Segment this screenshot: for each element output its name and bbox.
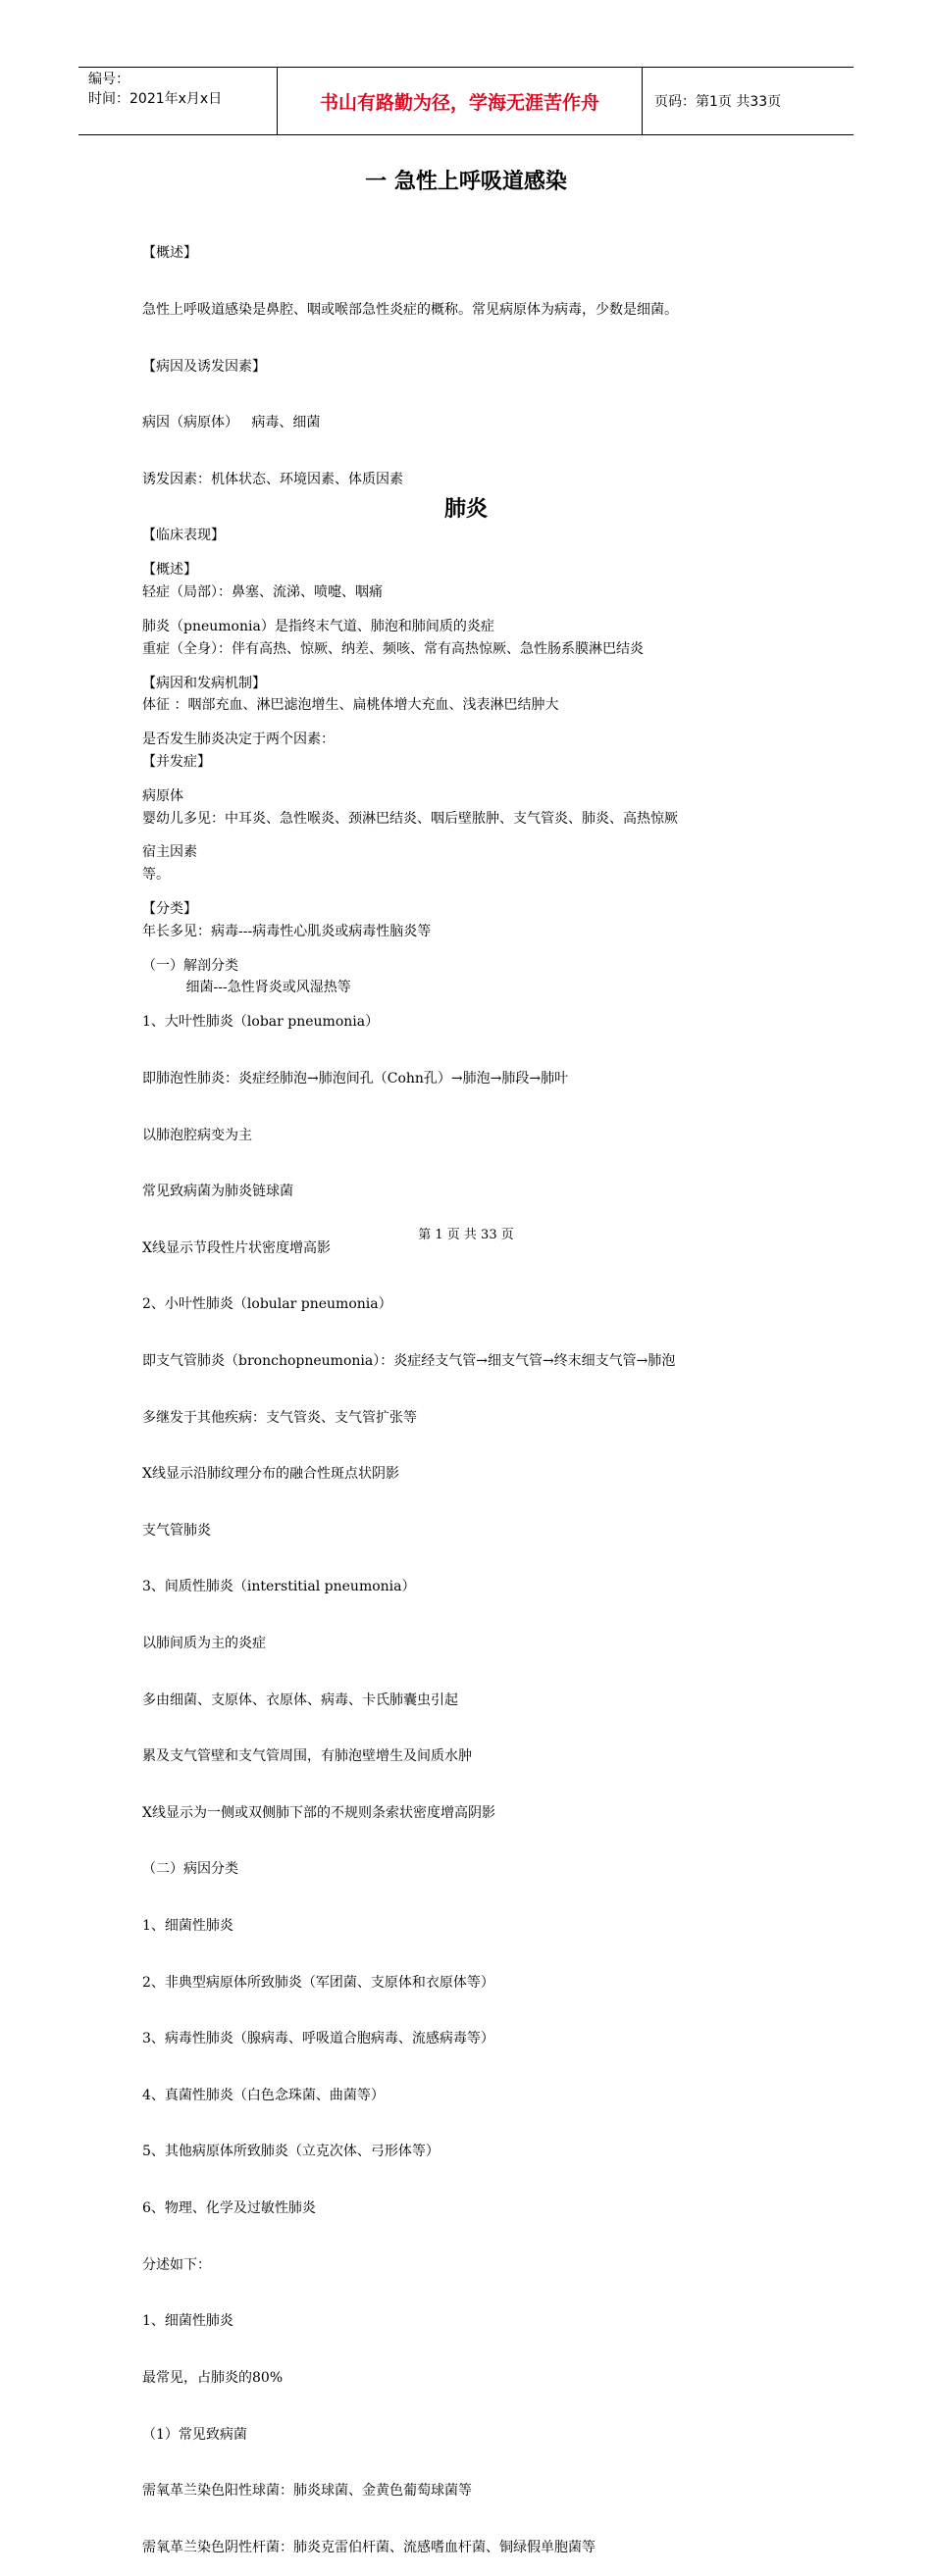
- text-line: 急性上呼吸道感染是鼻腔、咽或喉部急性炎症的概称。常见病原体为病毒，少数是细菌。: [142, 302, 678, 319]
- text-line: 累及支气管壁和支气管周围，有肺泡壁增生及间质水肿: [142, 1748, 472, 1765]
- text-line: 【分类】: [142, 901, 197, 918]
- text-line: 分述如下：: [142, 2256, 211, 2273]
- text-line: 等。: [142, 867, 170, 884]
- text-line: 病因（病原体） 病毒、细菌: [142, 415, 321, 431]
- text-line: 4、真菌性肺炎（白色念珠菌、曲菌等）: [142, 2087, 385, 2103]
- header-table: [78, 67, 854, 135]
- text-line: 【病因和发病机制】: [142, 675, 266, 691]
- text-line: （一）解剖分类: [142, 957, 238, 974]
- text-line: 最常见，占肺炎的80%: [142, 2369, 284, 2386]
- text-line: 【并发症】: [142, 753, 211, 770]
- text-line: 多由细菌、支原体、衣原体、病毒、卡氏肺囊虫引起: [142, 1692, 458, 1708]
- text-line: 1、大叶性肺炎（lobar pneumonia）: [142, 1014, 380, 1031]
- text-line: 即肺泡性肺炎：炎症经肺泡→肺泡间孔（Cohn孔）→肺泡→肺段→肺叶: [142, 1070, 569, 1086]
- header-left-cell: [78, 68, 278, 134]
- section-title-pneumonia: 肺炎: [443, 497, 488, 522]
- text-line: 多继发于其他疾病：支气管炎、支气管扩张等: [142, 1409, 417, 1426]
- text-line: 需氧革兰染色阴性杆菌：肺炎克雷伯杆菌、流感嗜血杆菌、铜绿假单胞菌等: [142, 2539, 595, 2555]
- text-line: 病原体: [142, 787, 183, 804]
- header-page-info: 页码：第1页 共33页: [654, 94, 782, 110]
- text-line: 体征 ：咽部充血、淋巴滤泡增生、扁桃体增大充血、浅表淋巴结肿大: [142, 697, 559, 714]
- text-line: 以肺间质为主的炎症: [142, 1635, 266, 1651]
- text-line: 宿主因素: [142, 844, 197, 861]
- text-line: 肺炎（pneumonia）是指终末气道、肺泡和肺间质的炎症: [142, 619, 494, 635]
- text-line: 2、非典型病原体所致肺炎（军团菌、支原体和衣原体等）: [142, 1974, 494, 1991]
- text-line: 5、其他病原体所致肺炎（立克次体、弓形体等）: [142, 2144, 440, 2160]
- text-line: （二）病因分类: [142, 1861, 238, 1878]
- text-line: 【概述】: [142, 562, 197, 579]
- text-line: 需氧革兰染色阳性球菌：肺炎球菌、金黄色葡萄球菌等: [142, 2483, 472, 2500]
- text-line: 1、细菌性肺炎: [142, 1918, 233, 1935]
- page-footer: 第 1 页 共 33 页: [418, 1228, 514, 1242]
- text-line: 支气管肺炎: [142, 1522, 211, 1539]
- number-label: 编号：: [88, 72, 129, 87]
- time-label: 时间：2021年x月x日: [88, 91, 223, 107]
- text-line: （1）常见致病菌: [142, 2426, 247, 2443]
- text-line: 细菌---急性肾炎或风湿热等: [142, 980, 351, 996]
- text-line: X线显示为一侧或双侧肺下部的不规则条索状密度增高阴影: [142, 1804, 495, 1821]
- text-line: 以肺泡腔病变为主: [142, 1127, 252, 1143]
- text-line: 【临床表现】: [142, 528, 225, 544]
- text-line: 【病因及诱发因素】: [142, 358, 266, 375]
- text-line: 重症（全身）：伴有高热、惊厥、纳差、频咳、常有高热惊厥、急性肠系膜淋巴结炎: [142, 640, 644, 657]
- text-line: 【概述】: [142, 245, 197, 262]
- text-line: 2、小叶性肺炎（lobular pneumonia）: [142, 1296, 392, 1313]
- text-line: 是否发生肺炎决定于两个因素：: [142, 732, 335, 748]
- text-line: 轻症（局部）：鼻塞、流涕、喷嚏、咽痛: [142, 584, 383, 601]
- text-line: 3、间质性肺炎（interstitial pneumonia）: [142, 1579, 416, 1595]
- section-title-urti: 一 急性上呼吸道感染: [365, 170, 567, 194]
- text-line: 诱发因素：机体状态、环境因素、体质因素: [142, 471, 403, 487]
- text-line: X线显示节段性片状密度增高影: [142, 1239, 331, 1256]
- section-body-pneumonia: [142, 524, 809, 2576]
- text-line: 6、物理、化学及过敏性肺炎: [142, 2200, 316, 2217]
- text-line: 1、细菌性肺炎: [142, 2313, 233, 2330]
- text-line: 婴幼儿多见：中耳炎、急性喉炎、颈淋巴结炎、咽后壁脓肿、支气管炎、肺炎、高热惊厥: [142, 810, 678, 827]
- text-line: 年长多见：病毒---病毒性心肌炎或病毒性脑炎等: [142, 923, 432, 939]
- text-line: 即支气管肺炎（bronchopneumonia）：炎症经支气管→细支气管→终末细支气管→肺泡: [142, 1352, 676, 1369]
- text-line: 常见致病菌为肺炎链球菌: [142, 1184, 293, 1200]
- header-motto: 书山有路勤为径，学海无涯苦作舟: [278, 68, 643, 134]
- text-line: X线显示沿肺纹理分布的融合性斑点状阴影: [142, 1466, 399, 1483]
- text-line: 3、病毒性肺炎（腺病毒、呼吸道合胞病毒、流感病毒等）: [142, 2031, 494, 2047]
